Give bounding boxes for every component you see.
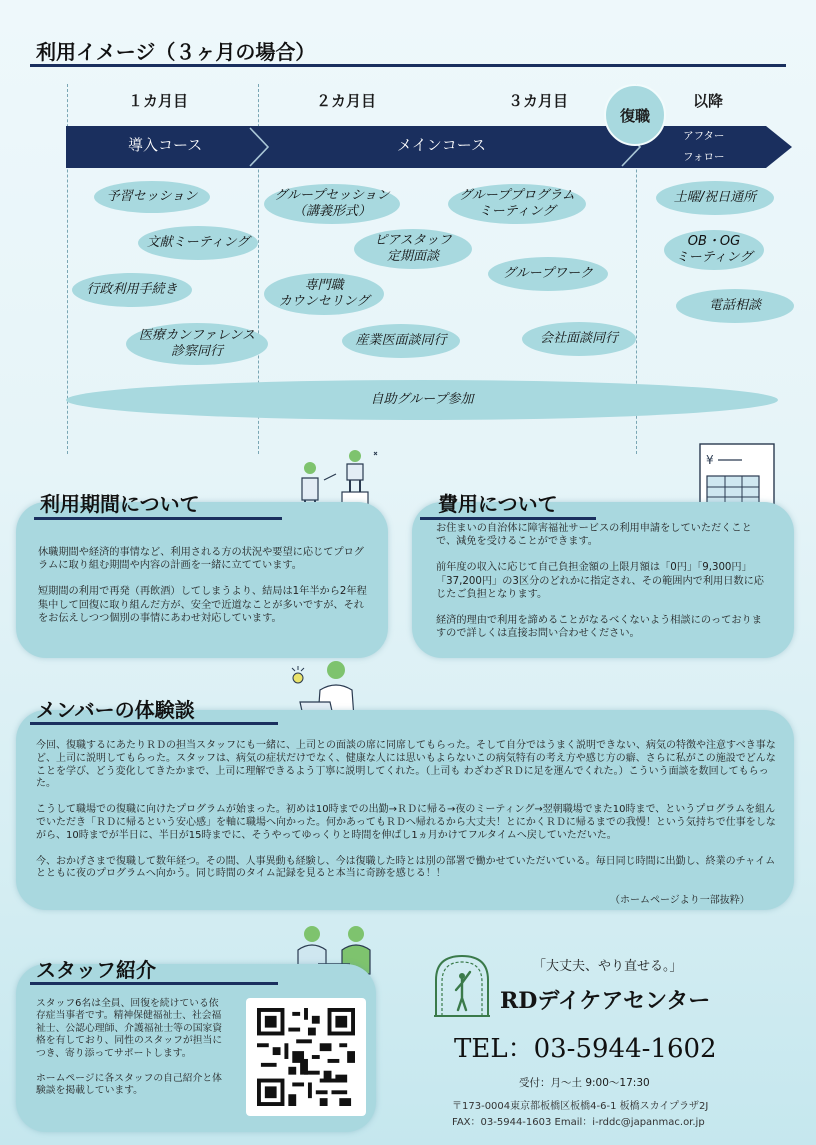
fees-title: 費用について	[438, 492, 558, 516]
experience-title: メンバーの体験談	[36, 698, 195, 722]
activity-group-session: グループセッション （講義形式）	[264, 184, 400, 224]
usage-image-title: 利用イメージ（３ヶ月の場合）	[36, 40, 316, 64]
qr-code-pattern	[256, 1008, 356, 1106]
month-2-label: ２カ月目	[316, 92, 377, 110]
self-help-group-band: 自助グループ参加	[66, 380, 778, 420]
experience-source-note: （ホームページより一部抜粋）	[610, 895, 750, 906]
period-paragraph: 短期間の利用で再発（再飲酒）してしまうより、結局は1年半から2年程集中して回復に取り組んだ方が、安全で近道なことが多いですが、それをお伝えしつつ個別の事情にあわせ対応しています。	[38, 586, 367, 624]
after-label: 以降	[693, 92, 724, 110]
center-name: RDデイケアセンター	[500, 988, 711, 1014]
activity-literature-meeting: 文献ミーティング	[138, 226, 258, 260]
return-to-work-text: 復職	[619, 106, 650, 125]
period-title: 利用期間について	[40, 492, 200, 516]
experience-paragraph: 今回、復職するにあたりＲＤの担当スタッフにも一緒に、上司との面談の席に同席してもらった。そして自分ではうまく説明できない、病気の特徴や注意すべき事など、上司に説明してもらった。スタッフは、病気の症状だけでなく、健康な人には思いもよらないこの病気特有の考え方や感じ方の癖、さらに私がこの施設でどんなことを学び、どう変化してきたかまで、上司に理解できるよう丁寧に説明してくれた。（上司も わざわざＲＤに足を運んでくれた。）こういう面談を数回してもらった。	[36, 740, 776, 790]
activity-counseling: 専門職 カウンセリング	[264, 273, 384, 315]
fees-body	[436, 522, 770, 653]
center-slogan: 「大丈夫、やり直せる。」	[533, 959, 683, 974]
center-fax-email: FAX：03-5944-1603 Email：i-rddc@japanmac.or.jp	[452, 1117, 705, 1128]
activity-ob-og-meeting: OB・OG ミーティング	[664, 230, 764, 270]
month-3-label: ３カ月目	[508, 92, 569, 110]
svg-text:¥: ¥	[706, 453, 714, 467]
staff-paragraph: ホームページに各スタッフの自己紹介と体験談を掲載しています。	[36, 1073, 222, 1097]
staff-title-rule	[30, 982, 278, 985]
fees-title-rule	[420, 517, 596, 520]
fees-paragraph: お住まいの自治体に障害福祉サービスの利用申請をしていただくことで、減免を受けることができます。	[436, 523, 752, 548]
activity-admin-procedure: 行政利用手続き	[72, 273, 192, 307]
month-1-label: １カ月目	[128, 92, 189, 110]
intro-course-label: 導入コース	[128, 136, 203, 154]
fees-paragraph: 経済的理由で利用を諦めることがなるべくないよう相談にのっておりますので詳しくは直接お問い合わせください。	[436, 615, 762, 640]
staff-title: スタッフ紹介	[36, 958, 156, 982]
qr-code[interactable]	[246, 998, 366, 1116]
period-body	[38, 546, 372, 638]
activity-occupational-doctor: 産業医面談同行	[342, 324, 460, 358]
activity-saturday-attendance: 土曜/祝日通所	[656, 181, 774, 215]
activity-group-program-meeting: グループプログラム ミーティング	[448, 184, 586, 224]
usage-title-rule	[30, 64, 786, 67]
center-hours: 受付：月～土 9:00～17:30	[519, 1077, 650, 1089]
main-course-label: メインコース	[397, 136, 486, 154]
activity-preview-session: 予習セッション	[94, 181, 210, 213]
activity-group-work: グループワーク	[488, 257, 608, 291]
experience-paragraph: こうして職場での復職に向けたプログラムが始まった。初めは10時までの出勤→ＲＤに帰る→夜のミーティング→翌朝職場でまた10時まで、というプログラムを組んでいただき「ＲＤに帰るという安心感」を軸に職場へ向かった。何かあってもＲＤへ帰れるから大丈夫！とにかくＲＤに帰るまでの我慢！という気持ちで仕事をしながら、10時までが半日に、半日が15時までに、そうやってゆっくりと時間を伸ばし1ヵ月かけてフルタイムへ戻していただいた。	[36, 804, 776, 841]
center-tel: TEL：03-5944-1602	[454, 1034, 717, 1064]
aftercare-label: アフター フォロー	[683, 130, 725, 163]
rd-logo-icon	[432, 952, 492, 1018]
period-paragraph: 休職期間や経済的事情など、利用される方の状況や要望に応じてプログラムに取り組む期間や内容の計画を一緒に立てています。	[38, 547, 364, 572]
activity-company-interview: 会社面談同行	[522, 322, 636, 356]
activity-phone-consultation: 電話相談	[676, 289, 794, 323]
period-title-rule	[34, 517, 282, 520]
experience-body	[36, 740, 780, 894]
activity-medical-conference: 医療カンファレンス 診察同行	[126, 323, 268, 365]
experience-title-rule	[30, 722, 278, 725]
fees-paragraph: 前年度の収入に応じて自己負担金額の上限月額は「0円」「9,300円」「37,200円」の3区分のどれかに指定され、その範囲内で利用日数に応じたご負担となります。	[436, 562, 764, 600]
center-address: 〒173-0004東京都板橋区板橋4-6-1 板橋スカイプラザ2J	[452, 1101, 709, 1112]
staff-body	[36, 998, 228, 1111]
experience-paragraph: 今、おかげさまで復職して数年経つ。その間、人事異動も経験し、今は復職した時とは別の部署で働かせていただいている。毎日同じ時間に出勤し、終業のチャイムとともに夜のプログラムへ向かう。同じ時間のタイム記録を見ると本当に奇跡を感じる！！	[36, 855, 776, 880]
activity-peer-staff-interview: ピアスタッフ 定期面談	[354, 229, 472, 269]
return-to-work-badge	[604, 84, 666, 146]
staff-paragraph: スタッフ6名は全員、回復を続けている依存症当事者です。精神保健福祉士、社会福祉士、公認心理師、介護福祉士等の国家資格を有しており、同性のスタッフが担当につき、寄り添ってサポートします。	[36, 998, 223, 1059]
